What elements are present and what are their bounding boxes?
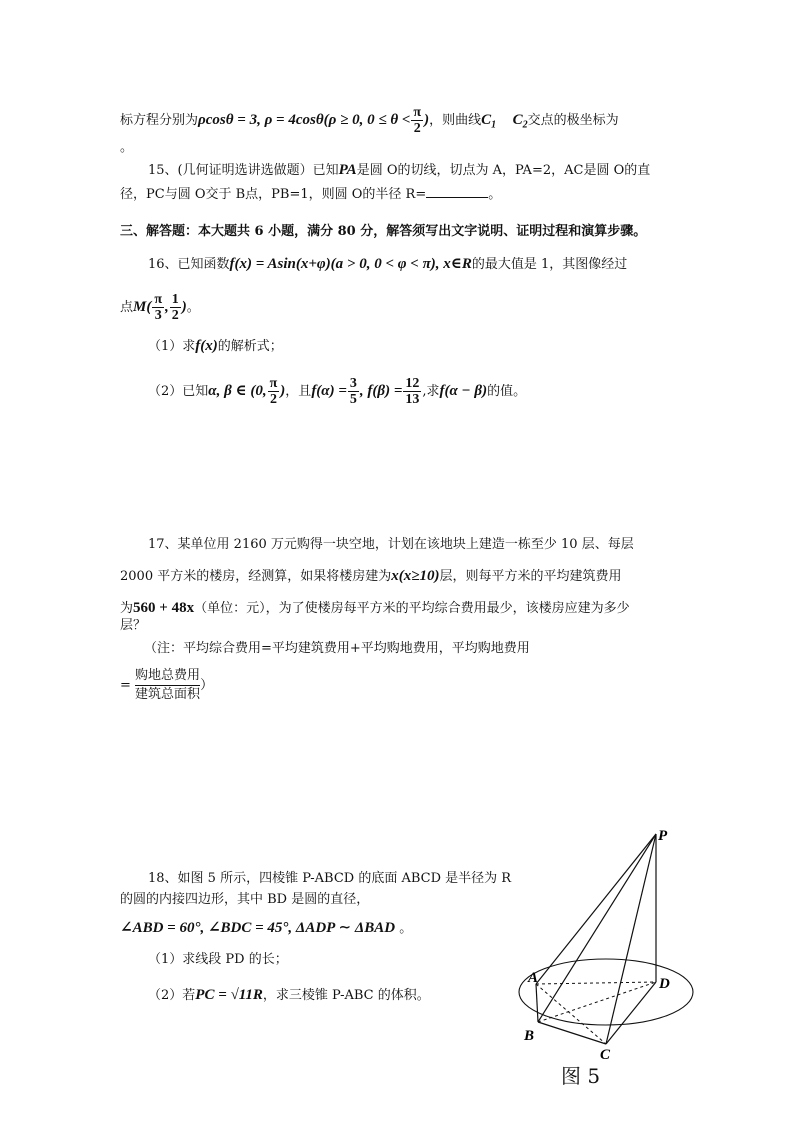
q17-line2-x: x(x≥10) <box>391 568 440 584</box>
q15-lead: 15、(几何证明选讲选做题）已知 <box>148 163 339 178</box>
q16-line1 <box>148 254 627 275</box>
edge-PB <box>538 834 656 1022</box>
edge-BD <box>538 982 656 1022</box>
q14-c1: C <box>481 112 492 128</box>
q16-part2-bd: 13 <box>405 392 420 407</box>
q17-line1: 17、某单位用 2160 万元购得一块空地，计划在该地块上建造一栋至少 10 层、每层 <box>148 537 634 552</box>
q17-fraction-line <box>120 667 213 704</box>
q15-line1-tail: 是圆 O的切线，切点为 A，PA=2，AC是圆 O的直 <box>356 163 651 178</box>
q18-line1: 18、如图 5 所示，四棱锥 P-ABCD 的底面 ABCD 是半径为 R <box>148 871 512 886</box>
q16-part2-close: ) <box>280 383 286 399</box>
q14-frac-den: 2 <box>413 121 421 136</box>
q14-line <box>120 105 619 136</box>
q16-part2-ab: α, β ∈ (0, <box>208 383 267 399</box>
q16-part2-tail2: 的值。 <box>487 384 527 399</box>
q16-p-den2: 2 <box>171 308 179 323</box>
q18-line2: 的圆的内接四边形，其中 BD 是圆的直径， <box>120 892 370 907</box>
q16-point-line <box>120 292 200 323</box>
q14-tail-b: 交点的极坐标为 <box>527 113 619 128</box>
q16-point-end: 。 <box>186 300 200 315</box>
q17-eq: = <box>120 678 131 693</box>
q18-part2 <box>148 985 430 1006</box>
q14-frac-num: π <box>413 105 422 120</box>
q16-part2-fab: f(α − β) <box>439 383 488 399</box>
q15-line2-text: 径，PC与圆 O交于 B点，PB=1，则圆 O的半径 R= <box>120 187 427 202</box>
q14-end: 。 <box>120 140 134 155</box>
q17-fraction <box>135 667 200 704</box>
q16-part2-pd: 2 <box>269 392 277 407</box>
q14-equations: ρcosθ = 3, ρ = 4cosθ(ρ ≥ 0, 0 ≤ θ < <box>198 112 411 128</box>
q18-part2-expr: PC = √11R <box>195 987 263 1003</box>
q16-part2-ad: 5 <box>349 392 357 407</box>
q14-c2-sub: 2 <box>522 119 528 131</box>
q16-part2-frac-pi <box>268 376 280 407</box>
q16-part2-mid: ，且 <box>285 384 312 399</box>
q16-p-sep: , <box>165 299 169 315</box>
q17-frac-den: 建筑总面积 <box>135 687 201 702</box>
q18-cond: ∠ABD = 60°, ∠BDC = 45°, ΔADP ∼ ΔBAD <box>120 920 396 936</box>
q17-line2-a: 2000 平方米的楼房，经测算，如果将楼房建为 <box>120 569 392 584</box>
q16-p-num2: 1 <box>171 292 179 307</box>
q16-lead: 16、已知函数 <box>148 257 230 272</box>
q16-part2-frac-b <box>403 376 421 407</box>
q18-part2-lead: （2）若 <box>148 988 196 1003</box>
q15-answer-blank <box>426 183 488 198</box>
q16-part2-bn: 12 <box>405 376 420 391</box>
q16-point-lead: 点 <box>120 300 134 315</box>
edge-AC <box>536 984 606 1044</box>
q17-line3 <box>120 598 630 619</box>
q17-line2 <box>120 566 621 587</box>
q16-part2-lead: （2）已知 <box>148 384 209 399</box>
q16-point-frac2 <box>170 292 181 323</box>
q16-part2-fb: , f(β) = <box>359 383 403 399</box>
q17-close: ） <box>200 678 214 693</box>
figure-caption: 图 5 <box>561 1064 601 1088</box>
label-B: B <box>524 1028 535 1044</box>
q14-lead: 标方程分别为 <box>120 113 199 128</box>
q16-part2-fa: f(α) = <box>311 383 347 399</box>
q15-line1 <box>148 160 650 181</box>
q18-cond-end: 。 <box>399 921 413 936</box>
q17-line4: 层？ <box>120 618 147 633</box>
q16-part2-pn: π <box>269 376 278 391</box>
label-P: P <box>658 828 668 844</box>
q17-line3-lead: 为 <box>120 601 134 616</box>
q16-part2 <box>148 376 526 407</box>
q16-part2-an: 3 <box>349 376 357 391</box>
q14-c2: C <box>512 112 523 128</box>
q16-p-num1: π <box>154 292 163 307</box>
label-C: C <box>600 1047 611 1063</box>
edge-AB <box>536 984 538 1022</box>
q16-tail: 的最大值是 1，其图像经过 <box>471 257 628 272</box>
q17-frac-num: 购地总费用 <box>135 667 200 686</box>
q16-part1-tail: 的解析式； <box>217 339 283 354</box>
q17-line2-b: 层，则每平方米的平均建筑费用 <box>439 569 622 584</box>
q18-part2-tail: ，求三棱锥 P-ABC 的体积。 <box>262 988 430 1003</box>
q17-line3-expr: 560 + 48x <box>133 600 195 616</box>
q17-line3-tail: （单位：元），为了使楼房每平方米的平均综合费用最少，该楼房应建为多少 <box>194 601 630 616</box>
q14-tail-a: ，则曲线 <box>429 113 482 128</box>
q16-p-den1: 3 <box>154 308 162 323</box>
q16-part1-fx: f(x) <box>195 338 218 354</box>
q14-fraction <box>411 105 423 136</box>
q16-point-close: ) <box>181 299 187 315</box>
label-D: D <box>659 976 670 992</box>
q15-line2 <box>120 183 501 205</box>
q14-close: ) <box>424 112 430 128</box>
q14-c1-sub: 1 <box>491 119 497 131</box>
q16-point: M( <box>133 299 152 315</box>
section3-heading: 三、解答题：本大题共 6 小题，满分 80 分，解答须写出文字说明、证明过程和演算步骤。 <box>120 224 647 239</box>
q16-part2-frac-a <box>348 376 359 407</box>
q16-point-frac1 <box>152 292 164 323</box>
pyramid-figure <box>518 822 698 1092</box>
q16-part1 <box>148 336 283 357</box>
q15-end: 。 <box>488 187 502 202</box>
q15-pa: PA <box>338 162 357 178</box>
q17-note: （注：平均综合费用=平均建筑费用+平均购地费用，平均购地费用 <box>144 641 530 656</box>
q18-condition <box>120 918 412 939</box>
q16-function: f(x) = Asin(x+φ)(a > 0, 0 < φ < π), x∈R <box>229 256 472 272</box>
q16-part1-lead: （1）求 <box>148 339 196 354</box>
label-A: A <box>528 970 539 986</box>
edge-AD <box>536 982 656 984</box>
q16-part2-tail1: ,求 <box>422 384 440 399</box>
q18-part1: （1）求线段 PD 的长； <box>148 952 288 967</box>
